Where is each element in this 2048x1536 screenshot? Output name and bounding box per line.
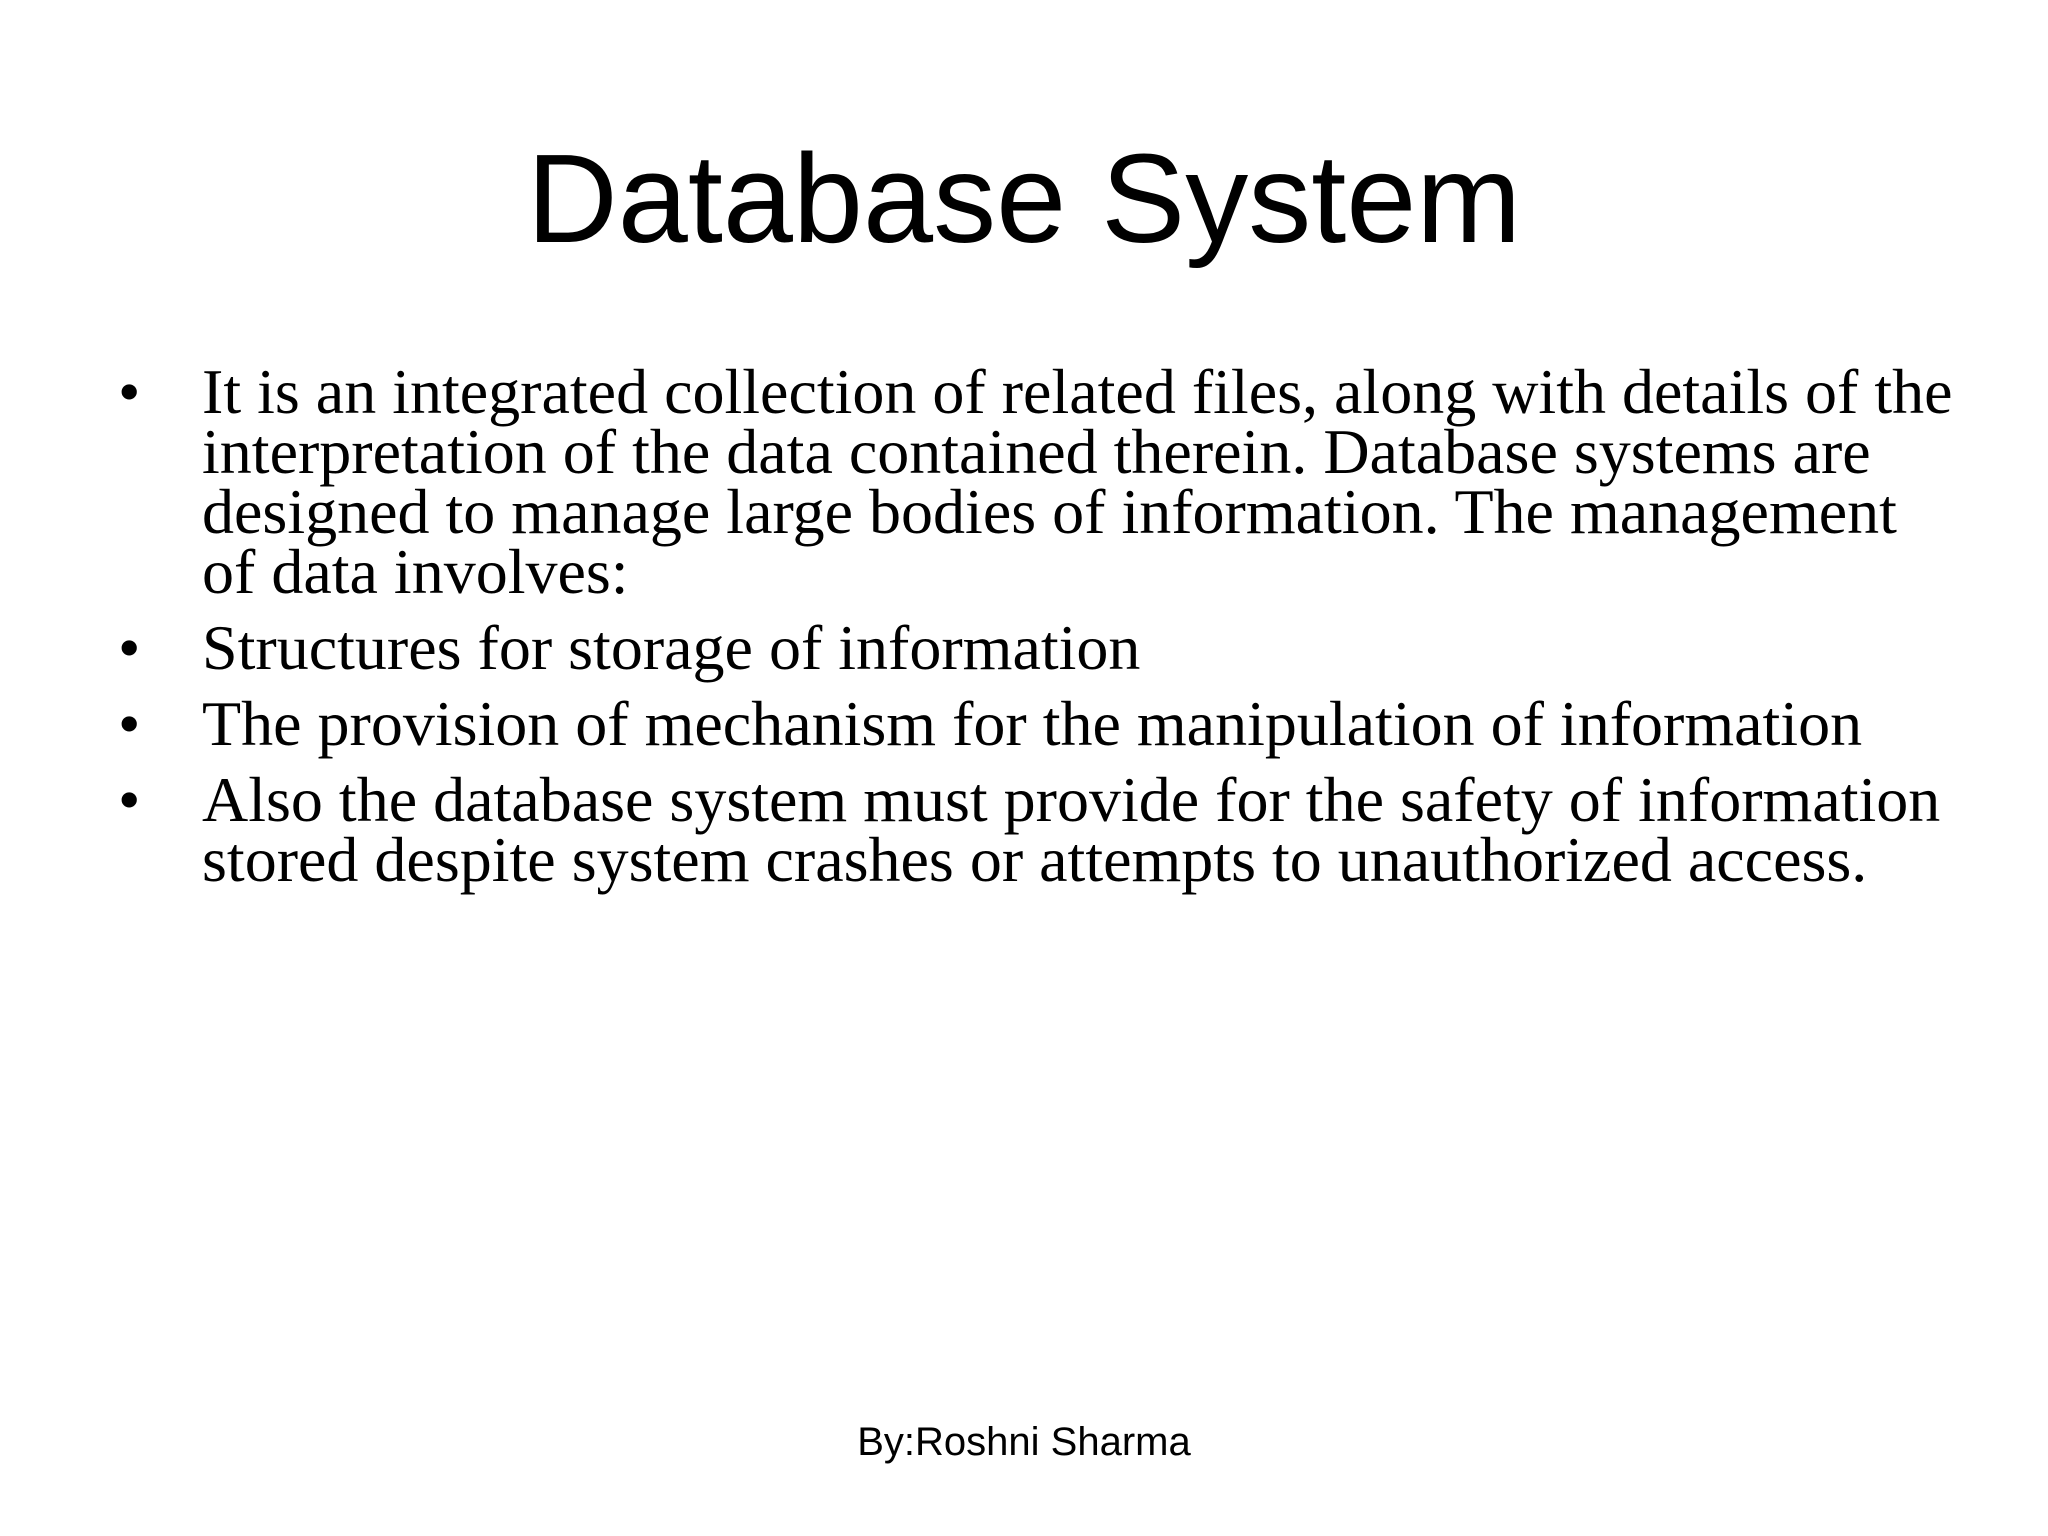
bullet-list [118, 356, 1958, 906]
bullet-text: The provision of mechanism for the manipulation of information [202, 688, 1863, 759]
bullet-item [118, 356, 1958, 607]
author-footer: By:Roshni Sharma [857, 1420, 1191, 1464]
bullet-text: It is an integrated collection of related files, along with details of the interpretation of the data contained therein. Database systems are designed to manage large bodies of information. The management of data involves: [202, 356, 1953, 607]
bullet-dot-icon: • [118, 764, 141, 835]
bullet-dot-icon: • [118, 612, 141, 683]
bullet-dot-icon: • [118, 356, 141, 427]
bullet-text: Also the database system must provide for the safety of information stored despite system crashes or attempts to unauthorized access. [202, 764, 1941, 895]
bullet-dot-icon: • [118, 688, 141, 759]
bullet-item [118, 612, 1958, 683]
bullet-item [118, 688, 1958, 759]
slide-title: Database System [526, 128, 1522, 269]
bullet-text: Structures for storage of information [202, 612, 1141, 683]
bullet-item [118, 764, 1958, 895]
